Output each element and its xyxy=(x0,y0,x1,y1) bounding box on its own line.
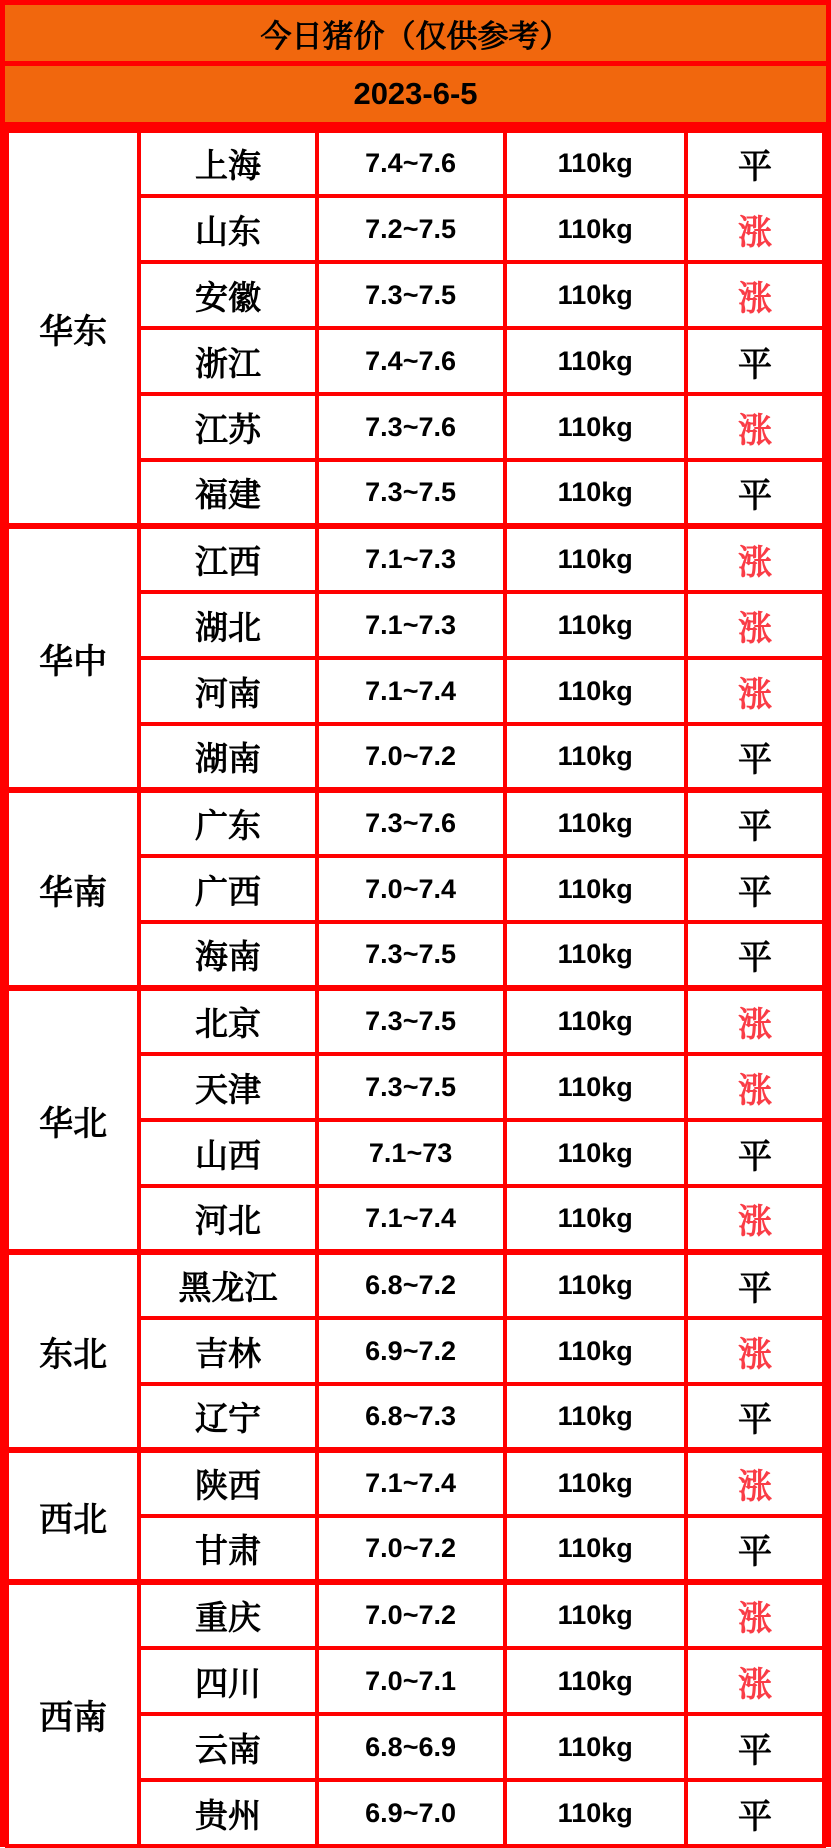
status-cell: 涨 xyxy=(686,988,824,1054)
status-cell: 涨 xyxy=(686,526,824,592)
status-cell: 平 xyxy=(686,1384,824,1450)
table-row xyxy=(7,130,824,196)
price-cell: 6.9~7.0 xyxy=(317,1780,505,1846)
status-cell: 涨 xyxy=(686,1450,824,1516)
price-cell: 7.1~7.3 xyxy=(317,592,505,658)
weight-cell: 110kg xyxy=(505,1780,686,1846)
status-cell: 平 xyxy=(686,856,824,922)
weight-cell: 110kg xyxy=(505,658,686,724)
status-cell: 涨 xyxy=(686,1582,824,1648)
weight-cell: 110kg xyxy=(505,328,686,394)
price-cell: 7.1~7.4 xyxy=(317,1450,505,1516)
weight-cell: 110kg xyxy=(505,1648,686,1714)
status-cell: 涨 xyxy=(686,658,824,724)
weight-cell: 110kg xyxy=(505,1120,686,1186)
price-table xyxy=(5,127,826,1848)
province-cell: 河南 xyxy=(139,658,316,724)
price-cell: 6.8~7.3 xyxy=(317,1384,505,1450)
weight-cell: 110kg xyxy=(505,130,686,196)
weight-cell: 110kg xyxy=(505,1054,686,1120)
status-cell: 平 xyxy=(686,328,824,394)
table-row xyxy=(7,790,824,856)
province-cell: 广西 xyxy=(139,856,316,922)
table-row xyxy=(7,1450,824,1516)
status-cell: 涨 xyxy=(686,1186,824,1252)
price-cell: 7.3~7.6 xyxy=(317,394,505,460)
weight-cell: 110kg xyxy=(505,856,686,922)
weight-cell: 110kg xyxy=(505,724,686,790)
price-cell: 7.1~7.3 xyxy=(317,526,505,592)
price-cell: 7.1~7.4 xyxy=(317,1186,505,1252)
province-cell: 云南 xyxy=(139,1714,316,1780)
weight-cell: 110kg xyxy=(505,1714,686,1780)
price-cell: 7.0~7.2 xyxy=(317,1516,505,1582)
province-cell: 福建 xyxy=(139,460,316,526)
weight-cell: 110kg xyxy=(505,922,686,988)
province-cell: 河北 xyxy=(139,1186,316,1252)
price-cell: 7.3~7.5 xyxy=(317,988,505,1054)
region-cell: 西南 xyxy=(7,1582,139,1846)
region-cell: 华北 xyxy=(7,988,139,1252)
status-cell: 涨 xyxy=(686,592,824,658)
page-title: 今日猪价（仅供参考） xyxy=(5,5,826,66)
price-cell: 7.3~7.5 xyxy=(317,262,505,328)
province-cell: 江苏 xyxy=(139,394,316,460)
region-cell: 华中 xyxy=(7,526,139,790)
status-cell: 涨 xyxy=(686,262,824,328)
weight-cell: 110kg xyxy=(505,196,686,262)
price-cell: 7.0~7.1 xyxy=(317,1648,505,1714)
region-cell: 西北 xyxy=(7,1450,139,1582)
province-cell: 安徽 xyxy=(139,262,316,328)
price-cell: 6.8~6.9 xyxy=(317,1714,505,1780)
status-cell: 涨 xyxy=(686,1648,824,1714)
province-cell: 四川 xyxy=(139,1648,316,1714)
weight-cell: 110kg xyxy=(505,1252,686,1318)
weight-cell: 110kg xyxy=(505,460,686,526)
weight-cell: 110kg xyxy=(505,1384,686,1450)
status-cell: 平 xyxy=(686,724,824,790)
status-cell: 涨 xyxy=(686,196,824,262)
price-cell: 7.3~7.6 xyxy=(317,790,505,856)
province-cell: 江西 xyxy=(139,526,316,592)
province-cell: 湖南 xyxy=(139,724,316,790)
table-row xyxy=(7,1582,824,1648)
province-cell: 山东 xyxy=(139,196,316,262)
province-cell: 湖北 xyxy=(139,592,316,658)
price-cell: 6.8~7.2 xyxy=(317,1252,505,1318)
status-cell: 平 xyxy=(686,1780,824,1846)
region-cell: 华南 xyxy=(7,790,139,988)
price-table-body xyxy=(7,130,824,1846)
price-cell: 7.0~7.2 xyxy=(317,1582,505,1648)
status-cell: 平 xyxy=(686,790,824,856)
status-cell: 涨 xyxy=(686,394,824,460)
weight-cell: 110kg xyxy=(505,1450,686,1516)
price-cell: 7.0~7.2 xyxy=(317,724,505,790)
weight-cell: 110kg xyxy=(505,1186,686,1252)
province-cell: 甘肃 xyxy=(139,1516,316,1582)
province-cell: 海南 xyxy=(139,922,316,988)
status-cell: 平 xyxy=(686,1252,824,1318)
price-cell: 7.3~7.5 xyxy=(317,922,505,988)
status-cell: 涨 xyxy=(686,1054,824,1120)
region-cell: 华东 xyxy=(7,130,139,526)
province-cell: 陕西 xyxy=(139,1450,316,1516)
status-cell: 平 xyxy=(686,922,824,988)
weight-cell: 110kg xyxy=(505,1582,686,1648)
weight-cell: 110kg xyxy=(505,988,686,1054)
weight-cell: 110kg xyxy=(505,1318,686,1384)
weight-cell: 110kg xyxy=(505,262,686,328)
price-cell: 7.3~7.5 xyxy=(317,1054,505,1120)
price-cell: 6.9~7.2 xyxy=(317,1318,505,1384)
price-cell: 7.0~7.4 xyxy=(317,856,505,922)
province-cell: 辽宁 xyxy=(139,1384,316,1450)
province-cell: 上海 xyxy=(139,130,316,196)
status-cell: 涨 xyxy=(686,1318,824,1384)
province-cell: 吉林 xyxy=(139,1318,316,1384)
weight-cell: 110kg xyxy=(505,394,686,460)
province-cell: 贵州 xyxy=(139,1780,316,1846)
weight-cell: 110kg xyxy=(505,592,686,658)
province-cell: 重庆 xyxy=(139,1582,316,1648)
table-row xyxy=(7,1252,824,1318)
province-cell: 山西 xyxy=(139,1120,316,1186)
weight-cell: 110kg xyxy=(505,1516,686,1582)
weight-cell: 110kg xyxy=(505,790,686,856)
status-cell: 平 xyxy=(686,130,824,196)
table-row xyxy=(7,988,824,1054)
price-cell: 7.4~7.6 xyxy=(317,328,505,394)
status-cell: 平 xyxy=(686,460,824,526)
status-cell: 平 xyxy=(686,1714,824,1780)
province-cell: 黑龙江 xyxy=(139,1252,316,1318)
province-cell: 天津 xyxy=(139,1054,316,1120)
province-cell: 广东 xyxy=(139,790,316,856)
region-cell: 东北 xyxy=(7,1252,139,1450)
price-cell: 7.1~73 xyxy=(317,1120,505,1186)
province-cell: 北京 xyxy=(139,988,316,1054)
status-cell: 平 xyxy=(686,1516,824,1582)
province-cell: 浙江 xyxy=(139,328,316,394)
weight-cell: 110kg xyxy=(505,526,686,592)
date-label: 2023-6-5 xyxy=(5,66,826,127)
price-cell: 7.2~7.5 xyxy=(317,196,505,262)
price-cell: 7.3~7.5 xyxy=(317,460,505,526)
price-cell: 7.1~7.4 xyxy=(317,658,505,724)
price-cell: 7.4~7.6 xyxy=(317,130,505,196)
status-cell: 平 xyxy=(686,1120,824,1186)
table-row xyxy=(7,526,824,592)
